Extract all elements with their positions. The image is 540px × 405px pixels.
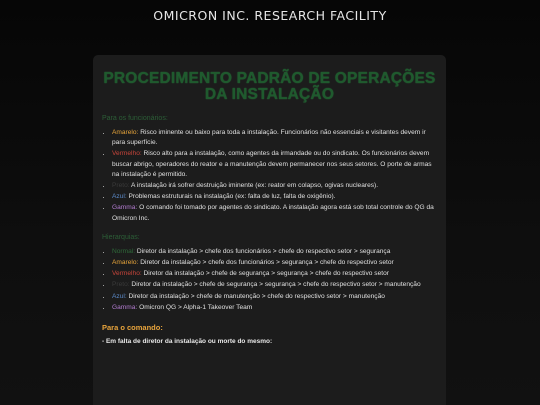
hierarchy-chain: Diretor da instalação > chefe de segurança > segurança > chefe do respectivo setor > manutenção [129,281,421,289]
list-item [112,280,437,290]
page-title: PROCEDIMENTO PADRÃO DE OPERAÇÕES DA INSTALAÇÃO [103,70,436,103]
hierarchy-chain: Omicron QG > Alpha-1 Takeover Team [137,303,253,311]
alert-level-amarelo: Amarelo: [112,129,139,136]
hierarchy-level-vermelho: Vermelho: [112,270,142,278]
procedure-card [93,55,446,405]
alert-description: Problemas estruturais na instalação (ex: falta de luz, falta de oxigênio). [126,193,336,201]
hierarchy-chain: Diretor da instalação > chefe de segurança > segurança > chefe do respectivo setor [141,270,389,278]
hierarchy-chain: Diretor da instalação > chefe dos funcionários > chefe do respectivo setor > segurança [135,247,391,255]
command-subheading: - Em falta de diretor da instalação ou morte do mesmo: [102,338,273,346]
hierarchy-level-azul: Azul: [112,292,127,300]
list-item [112,258,437,268]
hierarchy-chain: Diretor da instalação > chefe dos funcionários > segurança > chefe do respectivo setor [138,259,394,267]
list-item [112,303,437,313]
alert-level-gamma: Gamma: [112,204,138,212]
employees-section-label: Para os funcionários: [102,115,168,122]
hierarchies-list [102,247,437,313]
alert-level-preto: Preto: [112,182,130,190]
hierarchy-level-amarelo: Amarelo: [112,259,139,267]
alert-description: A instalação irá sofrer destruição iminente (ex: reator em colapso, ogivas nucleares). [129,182,379,190]
alert-description: O comando foi tomado por agentes do sindicato. A instalação agora está sob total controle do QG da Omicron Inc. [112,204,434,222]
list-item [112,181,437,191]
list-item [112,203,437,223]
alert-level-azul: Azul: [112,193,127,201]
list-item [112,149,437,180]
list-item [112,269,437,279]
hierarchy-level-gamma: Gamma: [112,303,138,311]
hierarchy-chain: Diretor da instalação > chefe de manutenção > chefe do respectivo setor > manutenção [126,292,385,300]
hierarchies-section-label: Hierarquias: [102,233,140,241]
site-header-title: OMICRON INC. RESEARCH FACILITY [153,8,387,23]
list-item [112,247,437,257]
alert-level-vermelho: Vermelho: [112,150,142,158]
list-item [112,192,437,202]
employees-alert-list [102,128,437,224]
list-item [112,292,437,302]
alert-description: Risco iminente ou baixo para toda a instalação. Funcionários não essenciais e visitantes devem ir para superfície. [112,129,426,147]
alert-description: Risco alto para a instalação, como agentes da irmandade ou do sindicato. Os funcionários devem buscar abrigo, operadores do reator e a manutenção devem permanecer nos seus setores. O porte de armas na instalação é permitido. [112,150,432,178]
hierarchy-level-preto: Preto: [112,281,130,289]
list-item [112,128,437,148]
command-section-label: Para o comando: [102,323,163,333]
hierarchy-level-normal: Normal: [112,247,136,255]
